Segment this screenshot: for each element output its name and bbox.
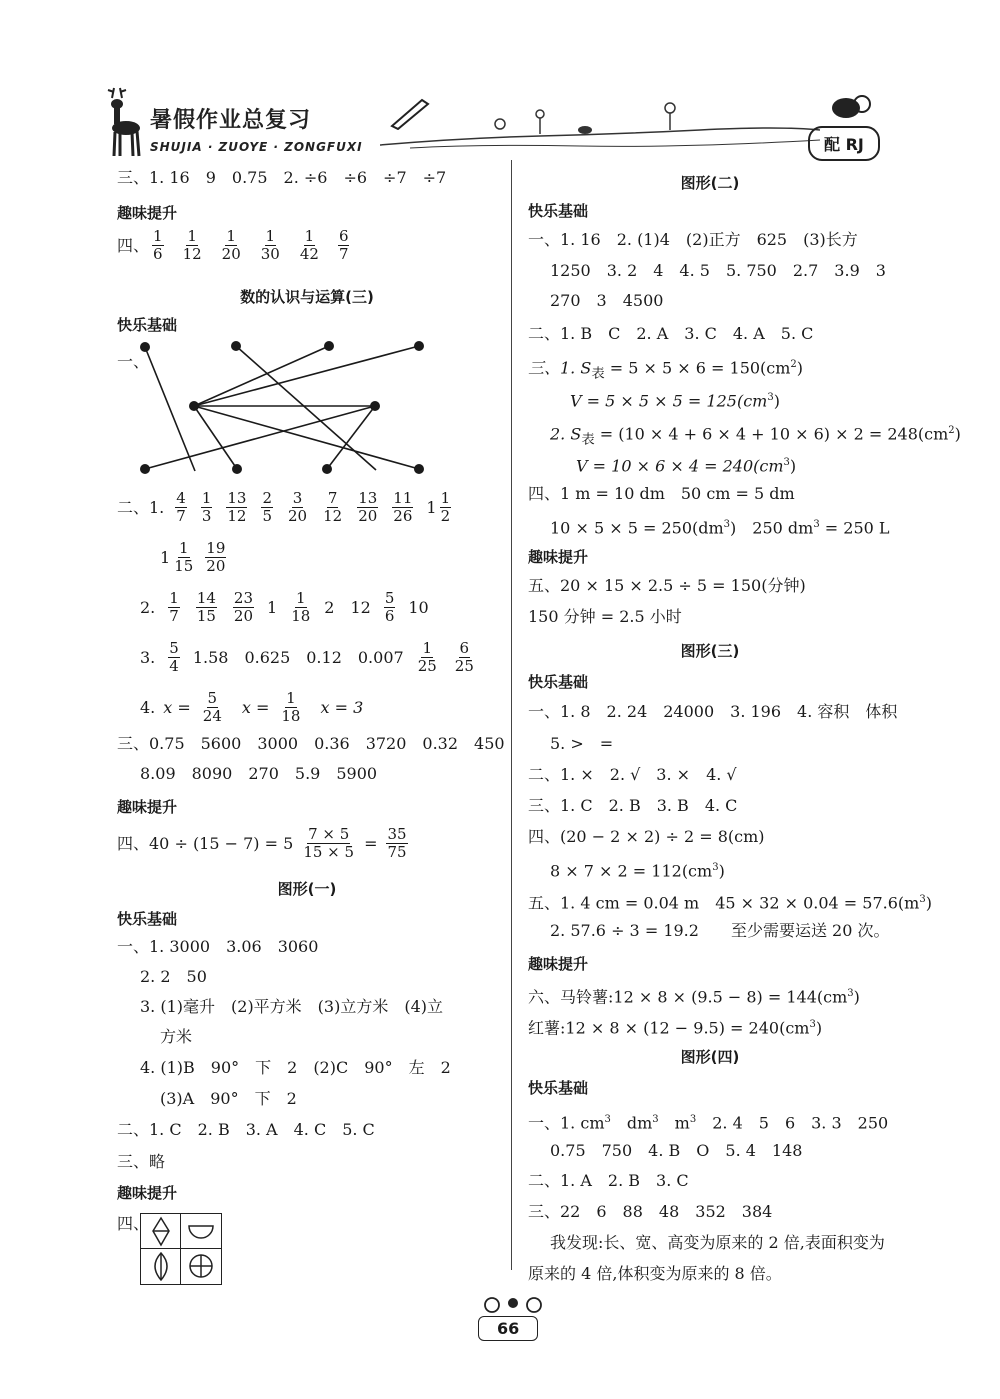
fraction: $\frac{5}{4}$: [169, 639, 179, 675]
answer-value: x =: [241, 697, 270, 717]
answer-line: 一、1. 3000 3.06 3060: [117, 937, 319, 956]
matching-diagram: [130, 335, 430, 480]
answer-line: 五、1. 4 cm = 0.04 m $45 \times 32 \times 0.04 = 57.6(m^3)$: [528, 893, 932, 913]
answer-line: $V = 5 \times 5 \times 5 = 125(cm^3)$: [570, 391, 780, 411]
denominator: 7: [176, 507, 186, 525]
fraction: $\frac{1}{7}$: [169, 589, 179, 625]
numerator: 1: [201, 489, 212, 507]
section-heading: 快乐基础: [117, 910, 178, 928]
denominator: 20: [288, 507, 308, 525]
answer-line: 0.75 750 4. B O 5. 4 148: [550, 1141, 803, 1160]
answer-line: 二、1. × 2. √ 3. × 4. √: [528, 765, 737, 784]
fraction: $\frac{1}{18}$: [281, 689, 301, 725]
answer-line-fractions: [117, 826, 411, 861]
answer-line: 三、0.75 5600 3000 0.36 3720 0.32 450: [117, 734, 505, 753]
section-heading: 趣味提升: [528, 548, 589, 566]
answer-value: 1.58 0.625 0.12 0.007: [192, 647, 404, 667]
fraction: [261, 490, 273, 525]
numerator: 1: [304, 227, 315, 245]
numerator: 1: [187, 227, 197, 245]
answer-line: 2. 57.6 ÷ 3 = 19.2 至少需要运送 20 次。: [550, 921, 890, 940]
answer-line: $8 \times 7 \times 2 = 112(cm^3)$: [550, 861, 725, 881]
numerator: 11: [393, 489, 413, 507]
fraction: [338, 228, 350, 263]
answer-line-fractions: [117, 490, 454, 525]
section-heading: 趣味提升: [117, 798, 178, 816]
section-heading: 快乐基础: [117, 316, 178, 334]
answer-line: 三、22 6 88 48 352 384: [528, 1202, 773, 1221]
answer-line: 3. (1)毫升 (2)平方米 (3)立方米 (4)立: [140, 997, 444, 1016]
answer-value: =: [364, 833, 378, 853]
answer-line: 六、马铃薯:12 × $8 \times (9.5 - 8) = 144(cm^3)$: [528, 987, 860, 1007]
fraction: $\frac{14}{15}$: [196, 589, 216, 625]
answer-label: 一、: [117, 352, 150, 371]
answer-line: 270 3 4500: [550, 291, 664, 310]
numerator: 3: [292, 489, 303, 507]
section-heading: 快乐基础: [528, 202, 589, 220]
answer-line: 二、1. B C 2. A 3. C 4. A 5. C: [528, 324, 814, 343]
answer-value: x = 3: [320, 697, 364, 717]
answer-label: 3.: [140, 647, 156, 667]
section-heading: 快乐基础: [528, 673, 589, 691]
numerator: 2: [262, 489, 273, 507]
deer-icon: [100, 84, 144, 160]
section-title: 图形(三): [680, 642, 740, 660]
ground-line-icon: [380, 100, 820, 160]
numerator: 1: [226, 227, 236, 245]
denominator: 20: [358, 507, 378, 525]
fraction: [299, 228, 320, 263]
fraction: $\frac{1}{25}$: [417, 639, 437, 675]
answer-line: 2. 2 50: [140, 967, 207, 986]
diamond-icon: [141, 1214, 181, 1249]
leaf-icon: [141, 1249, 181, 1284]
numerator: 13: [358, 489, 378, 507]
grid-cell: [181, 1249, 221, 1284]
match-dot: [322, 464, 332, 474]
numerator: 1: [153, 227, 163, 245]
dog-icon: [826, 92, 876, 122]
answer-line: 一、1. 16 2. (1)4 (2)正方 625 (3)长方: [528, 230, 858, 249]
answer-line-fractions: [140, 590, 429, 625]
answer-line: 四、(20 − 2 × 2) ÷ 2 = 8(cm): [528, 827, 765, 846]
fraction: $\frac{6}{25}$: [454, 639, 474, 675]
answer-line: 二、1. C 2. B 3. A 4. C 5. C: [117, 1120, 375, 1139]
denominator: 42: [299, 245, 319, 263]
answer-line: 我发现:长、宽、高变为原来的 2 倍,表面积变为: [550, 1233, 885, 1252]
answer-line: 2. $S_表 = (10 \times 4 + 6 \times 4 + 10 \times 6) \times 2 = 248(cm^2)$: [550, 424, 961, 448]
fraction: $\frac{35}{75}$: [387, 825, 407, 861]
header-title: 暑假作业总复习: [150, 108, 312, 133]
answer-line: 二、1. A 2. B 3. C: [528, 1171, 689, 1190]
frog-icon: [478, 1293, 548, 1317]
denominator: 6: [153, 245, 163, 263]
denominator: 5: [262, 507, 273, 525]
answer-line: 红薯:12 × $8 \times (12 - 9.5) = 240(cm^3)$: [528, 1018, 823, 1038]
fraction: [175, 490, 187, 525]
section-heading: 趣味提升: [528, 955, 589, 973]
match-dot: [189, 401, 199, 411]
match-dot: [232, 464, 242, 474]
page-number: 66: [478, 1316, 538, 1341]
fraction: [357, 490, 378, 525]
answer-label: 2.: [140, 597, 156, 617]
match-dot: [414, 464, 424, 474]
answer-label: 二、1.: [117, 497, 165, 517]
answer-line-fractions: [140, 640, 478, 675]
answer-line-fractions: [140, 690, 363, 725]
answer-value: 四、40 ÷ (15 − 7) = 5: [117, 833, 294, 853]
grid-cell: [181, 1214, 221, 1249]
answer-line: 一、1. 8 2. 24 24000 3. 196 4. 容积 体积: [528, 702, 898, 721]
fraction: [226, 490, 247, 525]
answer-label: 4.: [140, 697, 156, 717]
denominator: 20: [221, 245, 241, 263]
half-circle-icon: [181, 1214, 221, 1249]
match-dot: [140, 342, 150, 352]
answer-line: 方米: [160, 1027, 193, 1046]
answer-line: 原来的 4 倍,体积变为原来的 8 倍。: [528, 1264, 782, 1283]
answer-label: 四、: [117, 1214, 150, 1233]
numerator: 4: [176, 489, 186, 507]
fraction: $\frac{1}{2}$: [440, 489, 451, 525]
symbol-grid: [140, 1213, 222, 1285]
match-dot: [324, 341, 334, 351]
answer-line: 三、1. C 2. B 3. B 4. C: [528, 796, 738, 815]
answer-line: 三、1. $S_表 = 5 \times 5 \times 6 = 150(cm^2)$: [528, 358, 804, 382]
fraction: $\frac{5}{6}$: [384, 589, 395, 625]
column-divider: [511, 160, 512, 1270]
match-dot: [231, 341, 241, 351]
section-heading: 趣味提升: [117, 204, 178, 222]
match-dot: [370, 401, 380, 411]
denominator: 3: [201, 507, 212, 525]
answer-line-fractions: [117, 228, 352, 263]
denominator: 26: [393, 507, 413, 525]
answer-line: 8.09 8090 270 5.9 5900: [140, 764, 378, 783]
answer-line: (3)A 90° 下 2: [160, 1089, 297, 1108]
answer-line: 三、略: [117, 1152, 166, 1171]
circle-cross-icon: [181, 1249, 221, 1284]
denominator: 30: [260, 245, 280, 263]
denominator: 12: [323, 507, 343, 525]
answer-line: 一、1. $cm^3$ $dm^3$ $m^3$ 2. 4 5 6 3. 3 250: [528, 1113, 889, 1133]
fraction: $\frac{1}{18}$: [291, 589, 311, 625]
fraction: $\frac{19}{20}$: [206, 539, 226, 575]
answer-value: x =: [163, 697, 191, 717]
match-dot: [140, 464, 150, 474]
answer-value: 10: [408, 597, 429, 617]
fraction: [201, 490, 213, 525]
fraction: [287, 490, 308, 525]
fraction: [182, 228, 203, 263]
numerator: 13: [227, 489, 247, 507]
section-title: 图形(四): [680, 1048, 740, 1066]
answer-label: 四、: [117, 235, 150, 255]
denominator: 7: [338, 245, 349, 263]
answer-line: 4. (1)B 90° 下 2 (2)C 90° 左 2: [140, 1058, 451, 1077]
answer-line: $V = 10 \times 6 \times 4 = 240(cm^3)$: [576, 456, 797, 476]
numerator: 6: [338, 227, 349, 245]
answer-line: $10 \times 5 \times 5 = 250(dm^3)$ 250 $dm^3 = 250$ L: [550, 518, 890, 538]
answer-line-fractions: [160, 540, 229, 575]
numerator: 1: [265, 227, 276, 245]
denominator: 12: [182, 245, 202, 263]
fraction: $\frac{5}{24}$: [202, 689, 222, 725]
whole-number: 1: [160, 547, 171, 567]
whole-number: 1: [426, 497, 437, 517]
answer-line: 五、20 × 15 × 2.5 ÷ 5 = 150(分钟): [528, 576, 806, 595]
answer-value: 1: [267, 597, 278, 617]
grid-cell: [141, 1249, 181, 1284]
fraction: $\frac{1}{15}$: [174, 539, 194, 575]
fraction: $\frac{7 \times 5}{15 \times 5}$: [303, 825, 355, 861]
fraction: [152, 228, 164, 263]
section-title: 图形(一): [277, 880, 337, 898]
answer-line: 150 分钟 = 2.5 小时: [528, 607, 682, 626]
fraction: [221, 228, 242, 263]
section-heading: 趣味提升: [117, 1184, 178, 1202]
fraction: $\frac{23}{20}$: [233, 589, 253, 625]
numerator: 7: [327, 489, 338, 507]
answer-line: 三、1. 16 9 0.75 2. ÷6 ÷6 ÷7 ÷7: [117, 168, 447, 187]
answer-line: 5. > =: [550, 734, 614, 753]
section-title: 数的认识与运算(三): [240, 288, 374, 306]
edition-badge: 配 RJ: [808, 126, 880, 161]
section-title: 图形(二): [680, 174, 740, 192]
answer-line: 1250 3. 2 4 4. 5 5. 750 2.7 3.9 3: [550, 261, 886, 280]
denominator: 12: [227, 507, 247, 525]
grid-cell: [141, 1214, 181, 1249]
header-subtitle: SHUJIA · ZUOYE · ZONGFUXI: [150, 140, 363, 154]
fraction: [322, 490, 343, 525]
fraction: [260, 228, 281, 263]
match-dot: [414, 341, 424, 351]
answer-value: 2 12: [324, 597, 371, 617]
answer-line: 四、1 m = 10 dm 50 cm = 5 dm: [528, 484, 795, 503]
fraction: [392, 490, 413, 525]
section-heading: 快乐基础: [528, 1079, 589, 1097]
